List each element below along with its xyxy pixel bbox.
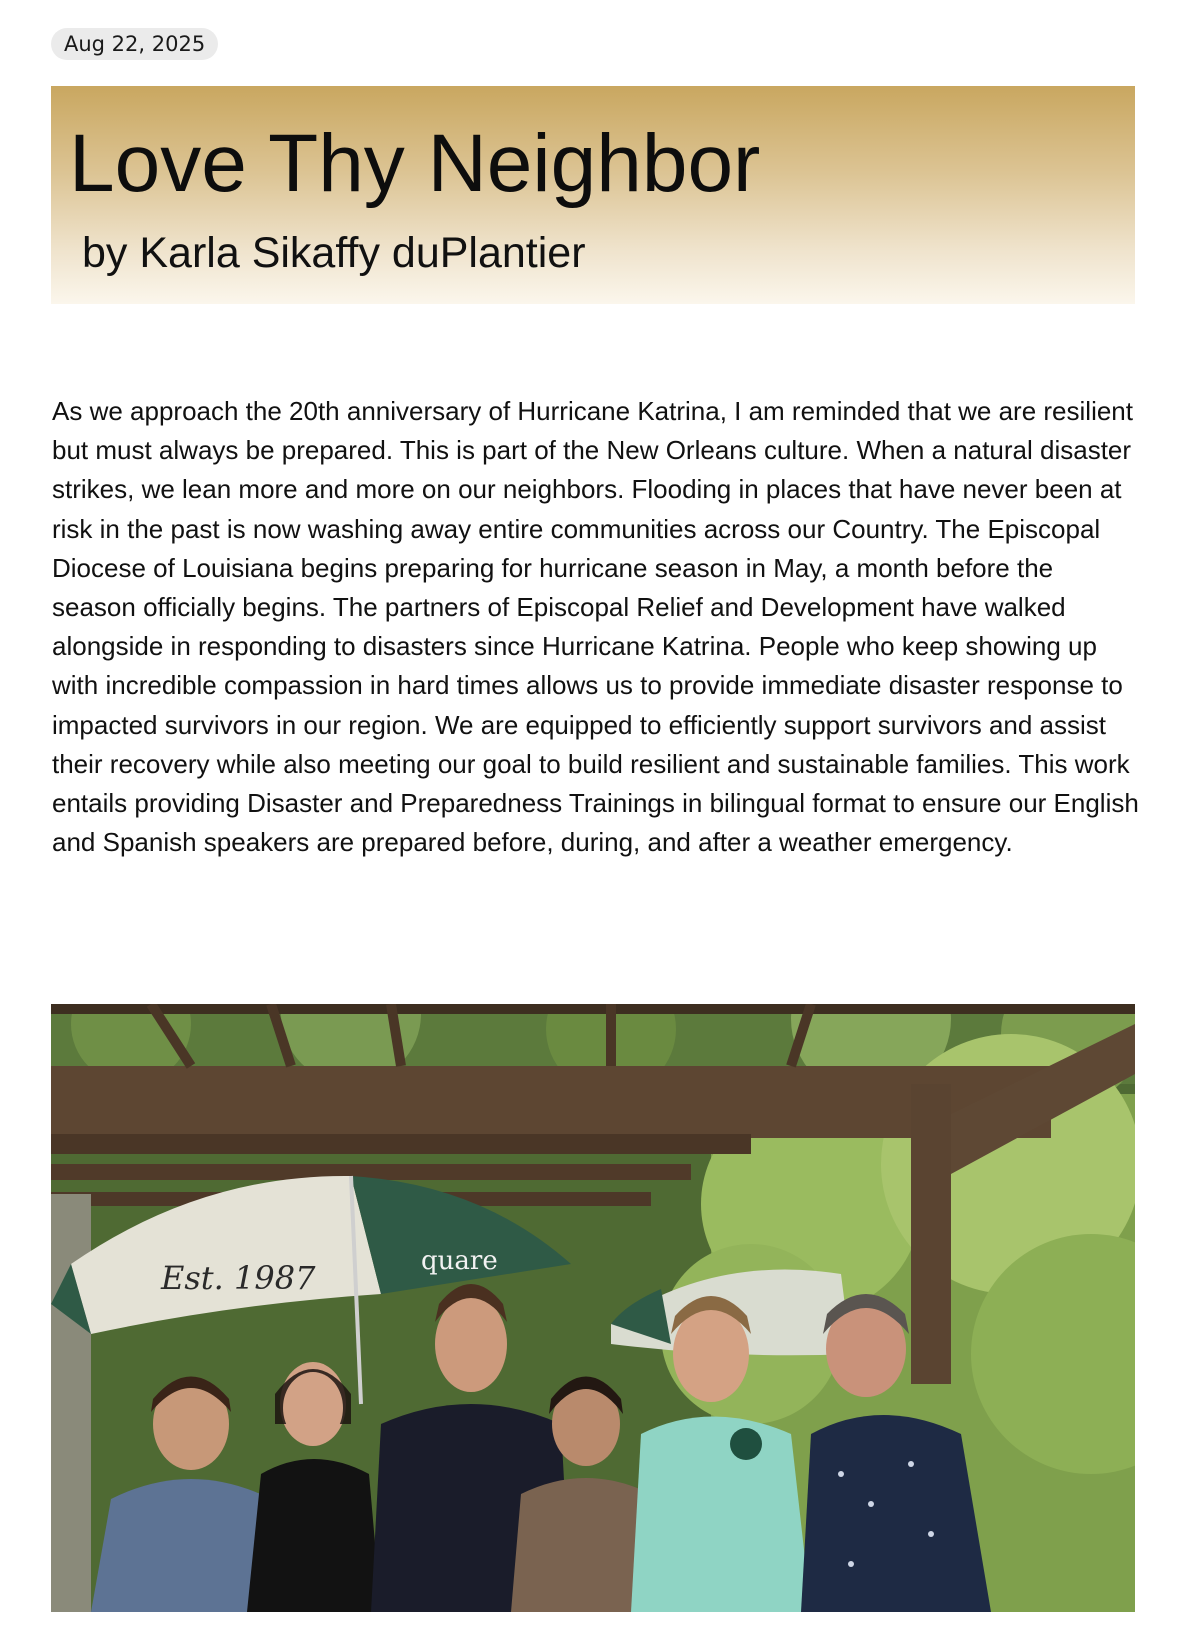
umbrella-lettering-left: Est. 1987 <box>161 1259 316 1297</box>
article-body: As we approach the 20th anniversary of Hurricane Katrina, I am reminded that we are resilient but must always be prepared. This is part of the New Orleans culture. When a natural disaster strikes, we lean more and more on our neighbors. Flooding in places that have never been at risk in the past is now washing away entire communities across our Country. The Episcopal Diocese of Louisiana begins preparing for hurricane season in May, a month before the season officially begins. The partners of Episcopal Relief and Development have walked alongside in responding to disasters since Hurricane Katrina. People who keep showing up with incredible compassion in hard times allows us to provide immediate disaster response to impacted survivors in our region. We are equipped to efficiently support survivors and assist their recovery while also meeting our goal to build resilient and sustainable families. This work entails providing Disaster and Preparedness Trainings in bilingual format to ensure our English and Spanish speakers are prepared before, during, and after a weather emergency. <box>52 396 1139 858</box>
article-title: Love Thy Neighbor <box>69 118 761 209</box>
date-badge: Aug 22, 2025 <box>51 28 218 60</box>
article-photo <box>51 1004 1135 1612</box>
umbrella-lettering-right: quare <box>421 1246 498 1276</box>
article-header-banner <box>51 86 1135 304</box>
article-byline: by Karla Sikaffy duPlantier <box>82 229 586 277</box>
